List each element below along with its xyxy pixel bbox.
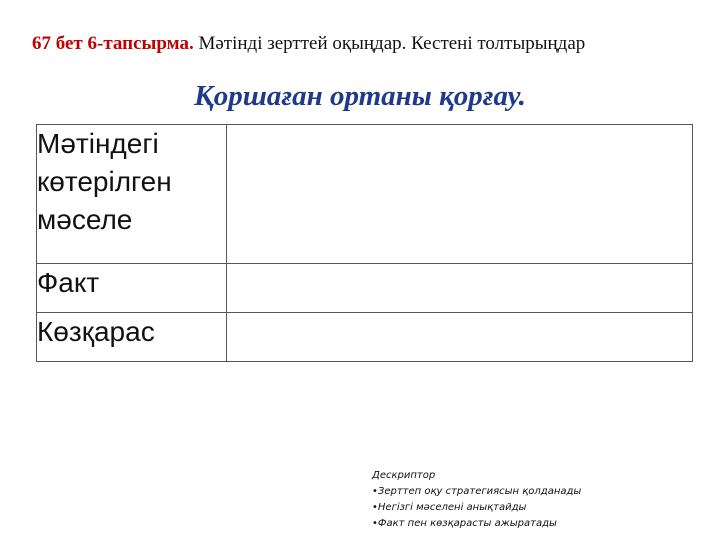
descriptor-item-text: Зерттеп оқу стратегиясын қолданады	[377, 486, 582, 497]
descriptor-item-text: Факт пен көзқарасты ажыратады	[377, 518, 557, 529]
task-instruction-text: Мәтінді зерттей оқыңдар. Кестені толтырыңдар	[198, 33, 586, 54]
worksheet-table	[36, 124, 693, 362]
task-instruction	[32, 32, 652, 56]
row-label-fact: Факт	[37, 264, 227, 313]
descriptor-item	[372, 484, 581, 500]
descriptor-item-text: Негізгі мәселені анықтайды	[377, 502, 527, 513]
descriptor-item	[372, 516, 581, 532]
table-row-issue	[37, 125, 693, 264]
task-reference: 67 бет 6-тапсырма.	[32, 33, 194, 54]
answer-cell-opinion[interactable]	[227, 313, 693, 362]
row-label-issue: Мәтіндегі көтерілген мәселе	[37, 125, 227, 264]
answer-cell-fact[interactable]	[227, 264, 693, 313]
row-label-opinion: Көзқарас	[37, 313, 227, 362]
descriptor-item	[372, 500, 581, 516]
answer-cell-issue[interactable]	[227, 125, 693, 264]
descriptor-heading: Дескриптор	[372, 470, 436, 481]
table-row-opinion	[37, 313, 693, 362]
table-row-fact	[37, 264, 693, 313]
page-title: Қоршаған ортаны қорғау.	[194, 80, 526, 112]
descriptor-box	[372, 468, 581, 532]
